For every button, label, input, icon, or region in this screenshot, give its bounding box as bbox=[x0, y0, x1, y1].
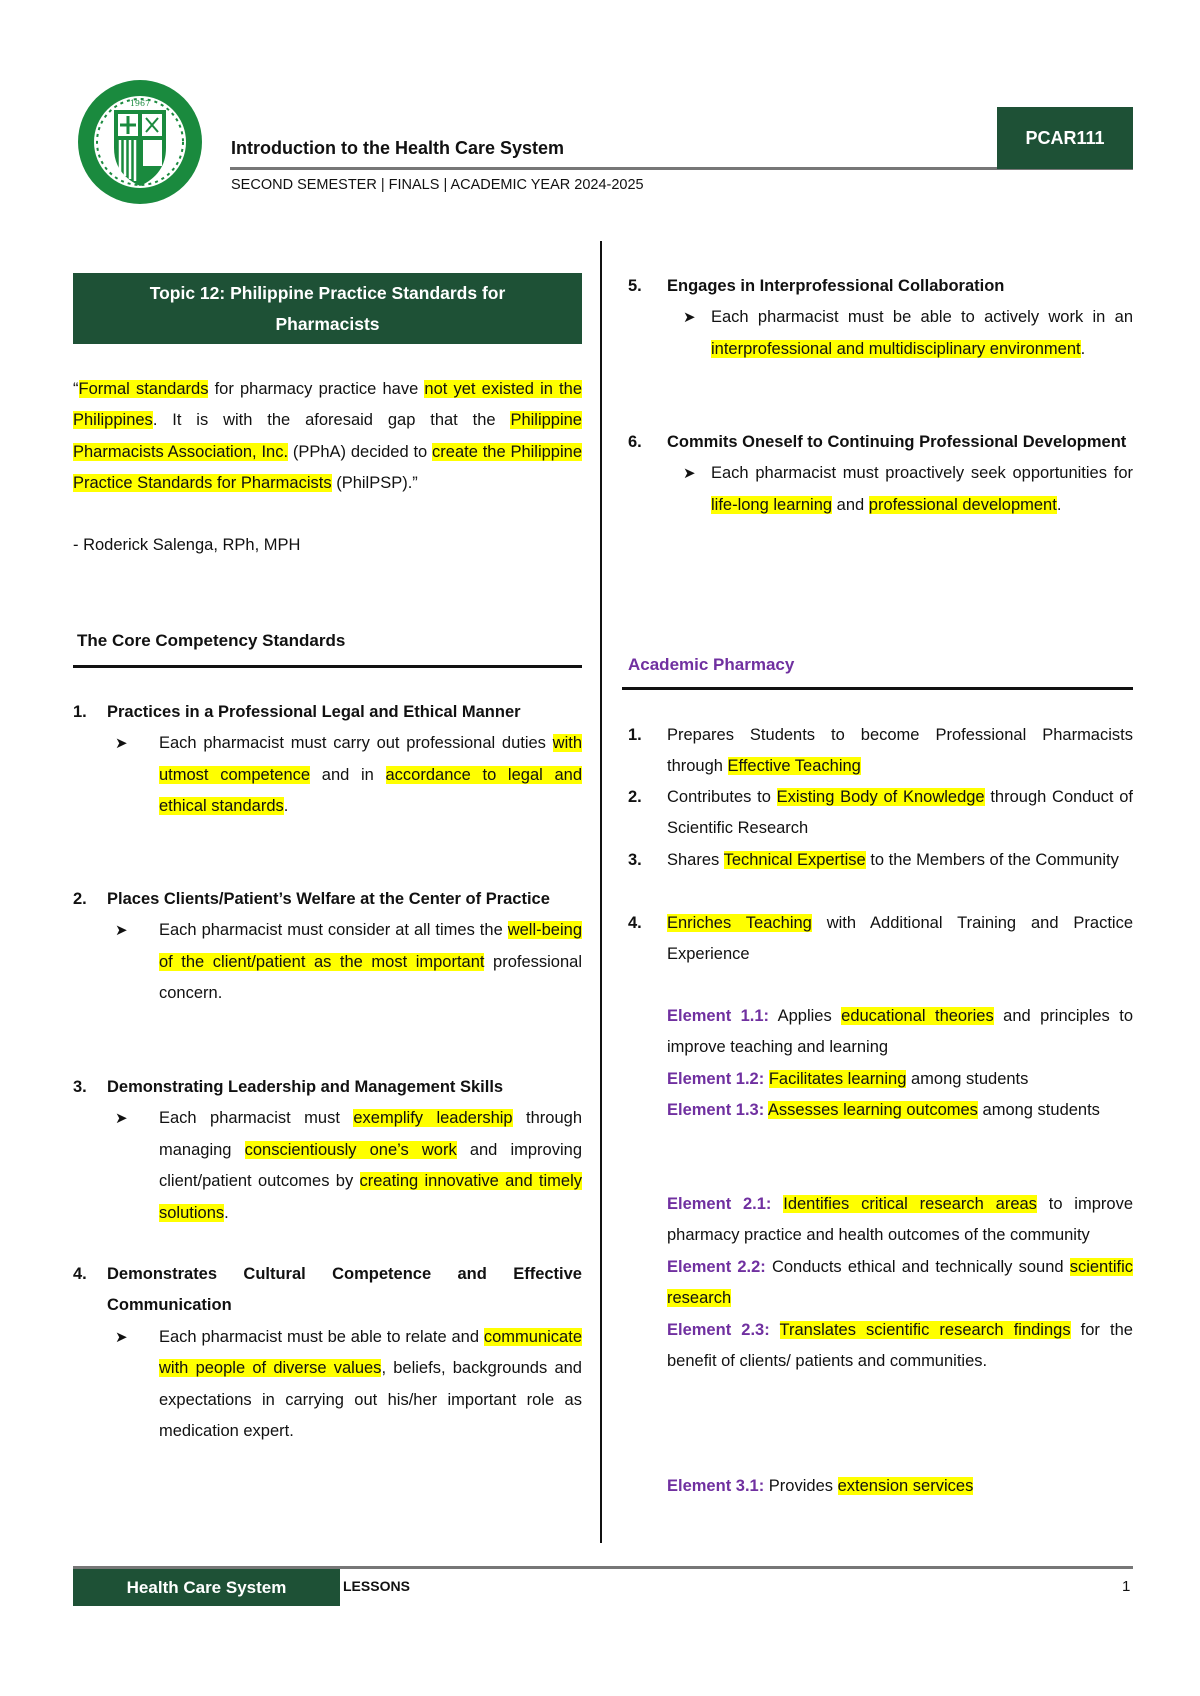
text-segment: . bbox=[1080, 339, 1086, 358]
item-detail-text bbox=[711, 302, 1133, 365]
element-item bbox=[667, 1471, 1133, 1502]
element-label: Element 2.2: bbox=[667, 1258, 766, 1276]
item-title: Demonstrates Cultural Competence and Effective Communication bbox=[107, 1265, 582, 1315]
highlighted-text: life-long learning bbox=[711, 495, 833, 514]
item-detail bbox=[73, 1103, 582, 1229]
text-segment: professional concern. bbox=[159, 952, 582, 1003]
text-segment: and in bbox=[310, 765, 386, 784]
topic-title: Topic 12: Philippine Practice Standards for Pharmacists bbox=[149, 282, 506, 334]
highlighted-text: Identifies critical research areas bbox=[783, 1195, 1037, 1213]
text-segment: Each pharmacist must carry out professional duties bbox=[159, 734, 553, 753]
svg-text:1967: 1967 bbox=[129, 99, 151, 108]
item-number: 6. bbox=[628, 433, 642, 451]
academic-role-item bbox=[628, 782, 1133, 845]
text-segment: Each pharmacist must bbox=[159, 1109, 354, 1128]
highlighted-text: not yet existed in the Philippines bbox=[73, 380, 582, 430]
course-code: PCAR111 bbox=[1025, 127, 1105, 148]
highlighted-text: professional development bbox=[868, 495, 1057, 514]
text-segment: “ bbox=[73, 380, 79, 398]
highlighted-text: extension services bbox=[837, 1477, 974, 1495]
item-number: 3. bbox=[628, 851, 642, 869]
text-segment: Each pharmacist must be able to relate and bbox=[159, 1327, 484, 1346]
element-item bbox=[667, 1252, 1133, 1315]
element-item bbox=[667, 1095, 1133, 1126]
page-number: 1 bbox=[1122, 1578, 1131, 1595]
element-label: Element 3.1: bbox=[667, 1477, 765, 1495]
text-segment: through managing bbox=[159, 1109, 582, 1159]
highlighted-text: with utmost competence bbox=[159, 734, 582, 784]
item-detail-text bbox=[711, 458, 1133, 521]
item-text bbox=[667, 845, 1133, 876]
text-segment: and principles to improve teaching and learning bbox=[667, 1007, 1134, 1057]
quote-paragraph bbox=[73, 374, 582, 500]
text-segment: Conducts ethical and technically sound bbox=[765, 1258, 1070, 1276]
footer-label: Health Care System bbox=[126, 1577, 287, 1597]
university-logo bbox=[76, 76, 204, 208]
item-number: 3. bbox=[73, 1078, 87, 1096]
course-code-badge bbox=[997, 107, 1133, 169]
item-number: 1. bbox=[628, 726, 642, 744]
academic-heading-rule bbox=[622, 687, 1133, 690]
text-segment: and improving client/patient outcomes by bbox=[159, 1140, 582, 1191]
highlighted-text: Technical Expertise bbox=[723, 851, 866, 869]
item-detail bbox=[73, 915, 582, 1009]
item-detail-text bbox=[159, 1322, 582, 1448]
academic-role-item bbox=[628, 908, 1133, 971]
core-standards-heading: The Core Competency Standards bbox=[77, 631, 346, 650]
text-segment: among students bbox=[977, 1101, 1100, 1119]
item-title: Engages in Interprofessional Collaboration bbox=[667, 277, 1005, 295]
item-detail bbox=[628, 458, 1133, 521]
text-segment: through Conduct of Scientific Research bbox=[667, 788, 1133, 838]
core-standard-item bbox=[628, 427, 1133, 521]
highlighted-text: Translates scientific research findings bbox=[779, 1321, 1071, 1339]
core-standard-item bbox=[73, 884, 582, 1010]
element-label: Element 1.3: bbox=[667, 1101, 765, 1119]
highlighted-text: create the Philippine Practice Standards for Pharmacists bbox=[73, 442, 582, 493]
text-segment: . bbox=[1056, 495, 1062, 514]
footer-section: LESSONS bbox=[343, 1578, 410, 1594]
highlighted-text: Enriches Teaching bbox=[667, 914, 812, 932]
academic-role-item bbox=[628, 845, 1133, 876]
item-title: Commits Oneself to Continuing Professional Development bbox=[667, 433, 1127, 451]
item-number: 2. bbox=[73, 890, 87, 908]
element-item bbox=[667, 1189, 1133, 1252]
academic-role-item bbox=[628, 720, 1133, 783]
item-detail-text bbox=[159, 728, 582, 822]
highlighted-text: conscientiously one’s work bbox=[244, 1140, 457, 1159]
item-number: 4. bbox=[73, 1265, 87, 1283]
highlighted-text: Effective Teaching bbox=[727, 757, 861, 776]
text-segment: to the Members of the Community bbox=[865, 851, 1119, 869]
text-segment: for the benefit of clients/ patients and communities. bbox=[667, 1321, 1133, 1371]
highlighted-text: exemplify leadership bbox=[353, 1109, 513, 1128]
item-number: 2. bbox=[628, 788, 642, 806]
text-segment: Prepares Students to become Professional Pharmacists through bbox=[667, 726, 1133, 776]
item-text bbox=[667, 782, 1133, 845]
arrow-bullet-icon: ➤ bbox=[115, 1110, 128, 1128]
arrow-bullet-icon: ➤ bbox=[683, 465, 696, 483]
text-segment: . bbox=[283, 797, 289, 816]
element-label: Element 1.2: bbox=[667, 1070, 765, 1088]
course-title: Introduction to the Health Care System bbox=[231, 138, 565, 158]
highlighted-text: Assesses learning outcomes bbox=[767, 1101, 978, 1119]
item-text bbox=[667, 908, 1133, 971]
text-segment: and bbox=[832, 495, 869, 514]
text-segment bbox=[771, 1195, 783, 1213]
core-standard-item bbox=[73, 1259, 582, 1447]
text-segment: . It is with the aforesaid gap that the bbox=[152, 411, 511, 430]
text-segment: Shares bbox=[667, 851, 724, 869]
item-title: Practices in a Professional Legal and Ethical Manner bbox=[107, 703, 521, 721]
academic-pharmacy-heading: Academic Pharmacy bbox=[628, 655, 795, 674]
text-segment: for pharmacy practice have bbox=[208, 380, 425, 398]
arrow-bullet-icon: ➤ bbox=[683, 309, 696, 327]
highlighted-text: scientific research bbox=[667, 1258, 1133, 1308]
text-segment: (PhilPSP).” bbox=[331, 474, 418, 493]
arrow-bullet-icon: ➤ bbox=[115, 735, 128, 753]
text-segment: to improve pharmacy practice and health outcomes of the community bbox=[667, 1195, 1133, 1245]
element-label: Element 2.3: bbox=[667, 1321, 770, 1339]
text-segment: Each pharmacist must proactively seek opportunities for bbox=[711, 464, 1133, 483]
element-label: Element 2.1: bbox=[667, 1195, 772, 1213]
highlighted-text: Existing Body of Knowledge bbox=[776, 788, 985, 806]
text-segment: Each pharmacist must consider at all times the bbox=[159, 921, 508, 940]
text-segment: . bbox=[224, 1203, 229, 1222]
highlighted-text: accordance to legal and ethical standards bbox=[159, 765, 582, 816]
item-detail bbox=[73, 1322, 582, 1448]
text-segment: Each pharmacist must be able to actively work in an bbox=[711, 308, 1133, 327]
item-detail bbox=[73, 728, 582, 822]
item-number: 4. bbox=[628, 914, 642, 932]
highlighted-text: creating innovative and timely solutions bbox=[159, 1172, 583, 1222]
semester-subtitle: SECOND SEMESTER | FINALS | ACADEMIC YEAR 2024-2025 bbox=[231, 177, 644, 193]
item-text bbox=[667, 720, 1133, 783]
highlighted-text: Philippine Pharmacists Association, Inc. bbox=[73, 411, 582, 461]
core-heading-rule bbox=[73, 665, 582, 668]
core-standard-item bbox=[73, 697, 582, 823]
element-item bbox=[667, 1064, 1133, 1095]
item-number: 1. bbox=[73, 703, 87, 721]
item-title: Demonstrating Leadership and Management Skills bbox=[107, 1078, 504, 1096]
core-standard-item bbox=[628, 271, 1133, 365]
item-detail-text bbox=[159, 915, 582, 1009]
highlighted-text: interprofessional and multidisciplinary environment bbox=[711, 339, 1081, 358]
highlighted-text: Facilitates learning bbox=[768, 1070, 907, 1088]
text-segment: (PPhA) decided to bbox=[288, 442, 433, 461]
topic-title-box bbox=[73, 273, 582, 344]
text-segment: among students bbox=[906, 1070, 1029, 1088]
text-segment: Provides bbox=[764, 1477, 838, 1495]
highlighted-text: Formal standards bbox=[78, 380, 209, 398]
quote-attribution: - Roderick Salenga, RPh, MPH bbox=[73, 536, 301, 554]
arrow-bullet-icon: ➤ bbox=[115, 922, 128, 940]
highlighted-text: educational theories bbox=[841, 1007, 994, 1025]
text-segment: , beliefs, backgrounds and expectations in carrying out his/her important role as medication expert. bbox=[159, 1359, 582, 1441]
highlighted-text: well-being of the client/patient as the most important bbox=[159, 921, 582, 971]
highlighted-text: communicate with people of diverse values bbox=[159, 1327, 582, 1378]
element-item bbox=[667, 1315, 1133, 1378]
arrow-bullet-icon: ➤ bbox=[115, 1328, 128, 1346]
column-divider bbox=[600, 241, 602, 1543]
text-segment: with Additional Training and Practice Experience bbox=[667, 914, 1134, 964]
item-detail-text bbox=[159, 1103, 582, 1229]
footer-label-box bbox=[73, 1569, 340, 1606]
element-item bbox=[667, 1001, 1133, 1064]
text-segment: Contributes to bbox=[667, 788, 777, 806]
text-segment bbox=[770, 1321, 780, 1339]
element-label: Element 1.1: bbox=[667, 1007, 770, 1025]
item-title: Places Clients/Patient’s Welfare at the Center of Practice bbox=[107, 890, 550, 908]
item-detail bbox=[628, 302, 1133, 365]
item-number: 5. bbox=[628, 277, 642, 295]
core-standard-item bbox=[73, 1072, 582, 1229]
text-segment: Applies bbox=[769, 1007, 842, 1025]
